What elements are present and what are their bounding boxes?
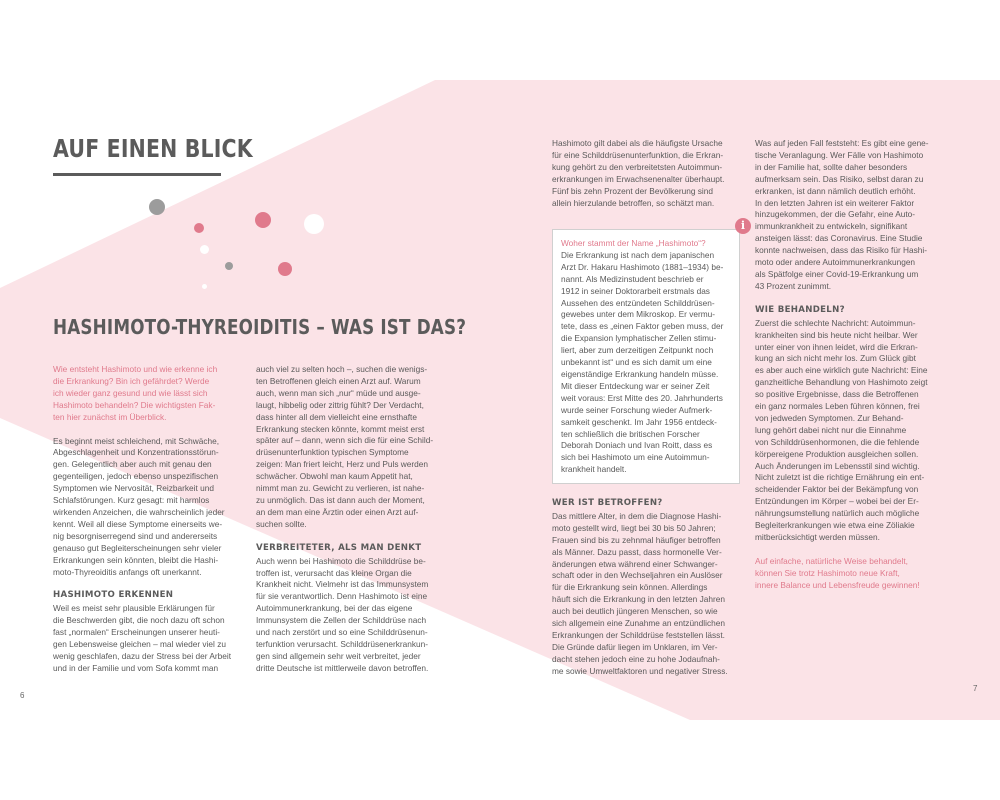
paragraph bbox=[755, 138, 950, 293]
text-line: Entzündungen im Körper – wobei bei der Er- bbox=[755, 496, 919, 507]
paragraph bbox=[552, 138, 747, 209]
subheading: VERBREITETER, ALS MAN DENKT bbox=[256, 542, 422, 553]
text-line: können Sie trotz Hashimoto neue Kraft, bbox=[755, 567, 900, 578]
text-line: lung gehört dabei nicht nur die Einnahme bbox=[755, 424, 907, 435]
text-line: als Spätfolge einer Covid-19-Erkrankung um bbox=[755, 268, 919, 279]
text-line: moto gestellt wird, liegt bei 30 bis 50 Jahren; bbox=[552, 522, 716, 533]
decorative-dot bbox=[304, 214, 324, 234]
text-line: Krankheit nicht. Vielmehr ist das Immunsystem bbox=[256, 579, 429, 590]
text-line: ich wieder ganz gesund und wie lässt sich bbox=[53, 387, 208, 398]
text-line: troffen ist, verursacht das kleine Organ die bbox=[256, 567, 412, 578]
text-line: Es beginnt meist schleichend, mit Schwäche, bbox=[53, 435, 220, 446]
closing-text bbox=[755, 556, 950, 592]
text-line: unbekannt ist“ und es sich damit um eine bbox=[561, 357, 712, 368]
text-line: Auf einfache, natürliche Weise behandelt, bbox=[755, 555, 908, 566]
paragraph bbox=[53, 603, 248, 674]
text-line: me sowie Umweltfaktoren und negativer Stress. bbox=[552, 665, 728, 676]
text-line: kung an sich nicht mehr los. Zum Glück gibt bbox=[755, 353, 916, 364]
text-line: immunkrankheit zu entwickeln, signifikant bbox=[755, 221, 908, 232]
intro-text bbox=[53, 364, 248, 424]
info-box bbox=[552, 229, 740, 484]
book-spread bbox=[0, 80, 1000, 720]
text-line: dass hinter all dem vielleicht eine ernsthafte bbox=[256, 411, 417, 422]
text-line: kennt. Weil all diese Symptome einerseits we- bbox=[53, 518, 223, 529]
text-line: Das mittlere Alter, in dem die Diagnose Hashi- bbox=[552, 510, 722, 521]
text-line: Was auf jeden Fall feststeht: Es gibt eine gene- bbox=[755, 138, 929, 148]
text-line: mitberücksichtigt werden müssen. bbox=[755, 532, 880, 542]
decorative-dot bbox=[255, 212, 271, 228]
text-line: ten schließlich die britischen Forscher bbox=[561, 428, 700, 439]
text-line: dacht stehen jedoch eine zu hohe Jodaufnah- bbox=[552, 653, 720, 664]
text-line: innere Balance und Lebensfreude gewinnen! bbox=[755, 579, 920, 590]
info-box-title: Woher stammt der Name „Hashimoto“? bbox=[561, 238, 706, 248]
text-line: nig besorgniserregend sind und andererseits bbox=[53, 530, 218, 541]
text-line: nährungsumstellung natürlich auch mögliche bbox=[755, 508, 920, 519]
text-line: Immunsystem die Zellen der Schilddrüse nach bbox=[256, 615, 427, 626]
text-line: Nicht zuletzt ist die richtige Ernährung ein ent- bbox=[755, 472, 925, 483]
subheading: HASHIMOTO ERKENNEN bbox=[53, 590, 174, 601]
text-line: Die Gründe dafür liegen im Unklaren, im Ver- bbox=[552, 641, 718, 652]
paragraph bbox=[256, 556, 451, 675]
decorative-dot bbox=[202, 284, 207, 289]
page-number-left: 6 bbox=[20, 691, 25, 700]
text-line: als Männer. Dazu passt, dass hormonelle Ver- bbox=[552, 546, 722, 557]
text-line: allein hierzulande betroffen, so schätzt man. bbox=[552, 197, 715, 208]
text-line: von jedweden Symptomen. Zur Behand- bbox=[755, 412, 904, 423]
text-line: Auch Änderungen im Lebensstil sind wichtig. bbox=[755, 460, 920, 471]
text-line: und nach zerstört und so eine Schilddrüsenun- bbox=[256, 627, 428, 638]
text-line: so positive Ergebnisse, dass die Betroffenen bbox=[755, 389, 919, 400]
text-line: und in der Familie und vom Sofa kommt man bbox=[53, 662, 219, 673]
paragraph bbox=[552, 511, 747, 678]
text-line: Schlafstörungen. Kurz gesagt: mit harmlos bbox=[53, 495, 210, 506]
text-line: Begleiterkrankungen wie etwa eine Zöliakie bbox=[755, 520, 915, 531]
text-line: drüsenunterfunktion typischen Symptome bbox=[256, 447, 409, 458]
paragraph bbox=[755, 318, 950, 544]
text-line: die Beschwerden gibt, die noch dazu oft schon bbox=[53, 615, 225, 626]
text-line: wirkenden Anzeichen, die wahrscheinlich jeder bbox=[53, 506, 225, 517]
text-line: weit voraus: Erst Mitte des 20. Jahrhunderts bbox=[561, 392, 723, 403]
text-line: 43 Prozent zunimmt. bbox=[755, 280, 832, 291]
text-line: Auch wenn bei Hashimoto die Schilddrüse be- bbox=[256, 555, 426, 566]
text-line: ten hier zunächst im Überblick. bbox=[53, 411, 167, 422]
text-line: unter einer von ihnen leidet, wird die Erkran- bbox=[755, 341, 918, 352]
text-line: moto-Thyreoiditis anfangs oft unerkannt. bbox=[53, 566, 202, 577]
text-line: dritte Deutsche ist mittlerweile davon betroffen. bbox=[256, 662, 429, 673]
text-line: sich bei Hashimoto um eine Autoimmun- bbox=[561, 452, 710, 463]
text-line: eigenständige Erkrankung handeln müsse. bbox=[561, 368, 719, 379]
text-line: ten Betroffenen gleich einen Arzt auf. Warum bbox=[256, 375, 421, 386]
text-line: Deborah Doniach und Ivan Roitt, dass es bbox=[561, 440, 713, 451]
text-line: später auf – dann, wenn sich die für eine Schild- bbox=[256, 435, 434, 446]
text-line: zeigen: Man friert leicht, Herz und Puls werden bbox=[256, 459, 429, 470]
text-line: Autoimmunerkrankung, bei der das eigene bbox=[256, 603, 413, 614]
paragraph bbox=[256, 364, 451, 531]
text-line: tete, dass es „einen Faktor geben muss, der bbox=[561, 321, 724, 332]
column-3-lower bbox=[552, 498, 747, 678]
text-line: Erkrankungen sein könnten, bleibt die Hashi- bbox=[53, 554, 219, 565]
text-line: auch, wenn man sich „nur“ müde und ausge- bbox=[256, 387, 421, 398]
title-underline bbox=[53, 173, 221, 176]
text-line: erkrankungen im Erwachsenenalter überhaupt. bbox=[552, 173, 725, 184]
text-line: sich allgemein eine Zunahme an entzündlichen bbox=[552, 618, 725, 629]
text-line: konnte nachweisen, dass das Risiko für Hashi- bbox=[755, 245, 928, 256]
section-title: HASHIMOTO-THYREOIDITIS – WAS IST DAS? bbox=[53, 315, 467, 339]
text-line: gegenteiligen, jedoch ebenso unspezifischen bbox=[53, 471, 219, 482]
text-line: die Expansion lymphatischer Zellen stimu- bbox=[561, 333, 717, 344]
text-line: wenig geschlafen, dazu der Stress bei der Arbeit bbox=[53, 650, 232, 661]
text-line: fast „normalen“ Erscheinungen unserer heuti- bbox=[53, 627, 220, 638]
text-line: ein ganz normales Leben führen können, frei bbox=[755, 401, 920, 412]
text-line: Zuerst die schlechte Nachricht: Autoimmun- bbox=[755, 317, 916, 328]
text-line: es aber auch eine wirklich gute Nachricht: Eine bbox=[755, 365, 928, 376]
text-line: samkeit geschenkt. Im Jahr 1956 entdeck- bbox=[561, 416, 717, 427]
text-line: Aussehen des entzündeten Schilddrüsen- bbox=[561, 297, 715, 308]
text-line: wurde seiner Forschung wieder Aufmerk- bbox=[561, 404, 713, 415]
text-line: für eine Schilddrüsenunterfunktion, die Erkran- bbox=[552, 149, 724, 160]
text-line: Wie entsteht Hashimoto und wie erkenne ich bbox=[53, 364, 218, 374]
paragraph bbox=[53, 436, 248, 579]
text-line: körpereigene Produktion ausgleichen sollen. bbox=[755, 448, 919, 459]
text-line: Frauen sind bis zu zehnmal häufiger betroffen bbox=[552, 534, 721, 545]
text-line: genauso gut Begleiterscheinungen sehr vieler bbox=[53, 542, 222, 553]
text-line: tische Veranlagung. Wer Fälle von Hashimoto bbox=[755, 149, 924, 160]
text-line: die Erkrankung? Bin ich gefährdet? Werde bbox=[53, 375, 210, 386]
text-line: schaft oder in den Wechseljahren ein Auslöser bbox=[552, 570, 723, 581]
text-line: Fünf bis zehn Prozent der Bevölkerung sind bbox=[552, 185, 713, 196]
text-line: Symptomen wie Nervosität, Reizbarkeit und bbox=[53, 483, 214, 494]
text-line: laugt, hibbelig oder zittrig fühlt? Der Verdacht, bbox=[256, 399, 424, 410]
text-line: auch bei deutlich jüngeren Menschen, so wie bbox=[552, 606, 718, 617]
text-line: Arzt Dr. Hakaru Hashimoto (1881–1934) be- bbox=[561, 261, 724, 272]
text-line: terfunktion verursacht. Schilddrüsenerkrankun- bbox=[256, 638, 429, 649]
text-line: suchen sollte. bbox=[256, 518, 307, 529]
text-line: gen Lebensweise gleichen – mal wieder viel zu bbox=[53, 639, 226, 650]
text-line: nannt. Als Medizinstudent beschrieb er bbox=[561, 273, 704, 284]
text-line: für sie verantwortlich. Denn Hashimoto ist eine bbox=[256, 591, 428, 602]
text-line: Die Erkrankung ist nach dem japanischen bbox=[561, 249, 715, 260]
decorative-dot bbox=[194, 223, 204, 233]
decorative-dot bbox=[200, 245, 209, 254]
decorative-dot bbox=[225, 262, 233, 270]
text-line: häuft sich die Erkrankung in den letzten Jahren bbox=[552, 594, 725, 605]
text-line: In den letzten Jahren ist ein weiterer Faktor bbox=[755, 197, 915, 208]
text-line: Erkrankung stecken könnte, kommt meist erst bbox=[256, 423, 425, 434]
text-line: auch viel zu selten hoch –, suchen die wenigs- bbox=[256, 364, 428, 374]
text-line: schwächer. Obwohl man kaum Appetit hat, bbox=[256, 471, 413, 482]
text-line: ganzheitliche Behandlung von Hashimoto zeigt bbox=[755, 377, 928, 388]
subheading: WIE BEHANDELN? bbox=[755, 304, 845, 315]
info-box-text bbox=[561, 250, 731, 476]
text-line: gen. Gelegentlich aber auch mit genau den bbox=[53, 459, 212, 470]
subheading: WER IST BETROFFEN? bbox=[552, 498, 663, 508]
text-line: krankheit handelt. bbox=[561, 464, 627, 475]
text-line: Hashimoto gilt dabei als die häufigste Ursache bbox=[552, 138, 723, 148]
text-line: krankheiten sind bis heute nicht heilbar. Wer bbox=[755, 329, 918, 340]
text-line: ansteigen lässt: das Coronavirus. Eine Studie bbox=[755, 233, 923, 244]
text-line: Erkrankungen der Schilddrüse feststellen lässt. bbox=[552, 629, 725, 640]
column-3 bbox=[552, 138, 747, 209]
info-icon: i bbox=[735, 218, 751, 234]
text-line: kung gehört zu den verbreitetsten Autoimmun- bbox=[552, 161, 723, 172]
text-line: moto oder andere Autoimmunerkrankungen bbox=[755, 257, 916, 268]
text-line: 1912 in seiner Doktorarbeit erstmals das bbox=[561, 285, 710, 296]
column-2 bbox=[256, 364, 451, 675]
text-line: an dem man eine Ärztin oder einen Arzt auf- bbox=[256, 506, 419, 517]
decorative-dot bbox=[149, 199, 165, 215]
decorative-dot bbox=[278, 262, 292, 276]
column-1 bbox=[53, 364, 248, 675]
text-line: aufmerksam sein. Das Risiko, selbst daran zu bbox=[755, 173, 924, 184]
text-line: nimmt man zu. Gewicht zu verlieren, ist nahe- bbox=[256, 483, 425, 494]
text-line: für die Erkrankung sein können. Allerdings bbox=[552, 582, 708, 593]
text-line: Abgeschlagenheit und Konzentrationsstörun- bbox=[53, 447, 219, 458]
text-line: liert, aber zum derzeitigen Zeitpunkt noch bbox=[561, 345, 714, 356]
text-line: scheidender Faktor bei der Bekämpfung von bbox=[755, 484, 919, 495]
page-number-right: 7 bbox=[973, 684, 978, 693]
text-line: Mit dieser Entdeckung war er seiner Zeit bbox=[561, 380, 710, 391]
text-line: von Schilddrüsenhormonen, die die fehlende bbox=[755, 436, 920, 447]
text-line: erkranken, ist dann nämlich deutlich erhöht. bbox=[755, 185, 916, 196]
page-title: AUF EINEN BLICK bbox=[53, 134, 253, 163]
text-line: in der Familie hat, sollte daher besonders bbox=[755, 161, 908, 172]
text-line: zu unmöglich. Das ist dann auch der Moment, bbox=[256, 494, 425, 505]
text-line: gewebes unter dem Mikroskop. Er vermu- bbox=[561, 309, 716, 320]
text-line: änderungen etwa während einer Schwanger- bbox=[552, 558, 718, 569]
text-line: hinzugekommen, der die Gefahr, eine Auto- bbox=[755, 209, 916, 220]
column-4 bbox=[755, 138, 950, 592]
text-line: Weil es meist sehr plausible Erklärungen für bbox=[53, 603, 215, 614]
text-line: Hashimoto behandeln? Die wichtigsten Fak- bbox=[53, 399, 216, 410]
text-line: gen sind allgemein sehr weit verbreitet, jeder bbox=[256, 650, 421, 661]
